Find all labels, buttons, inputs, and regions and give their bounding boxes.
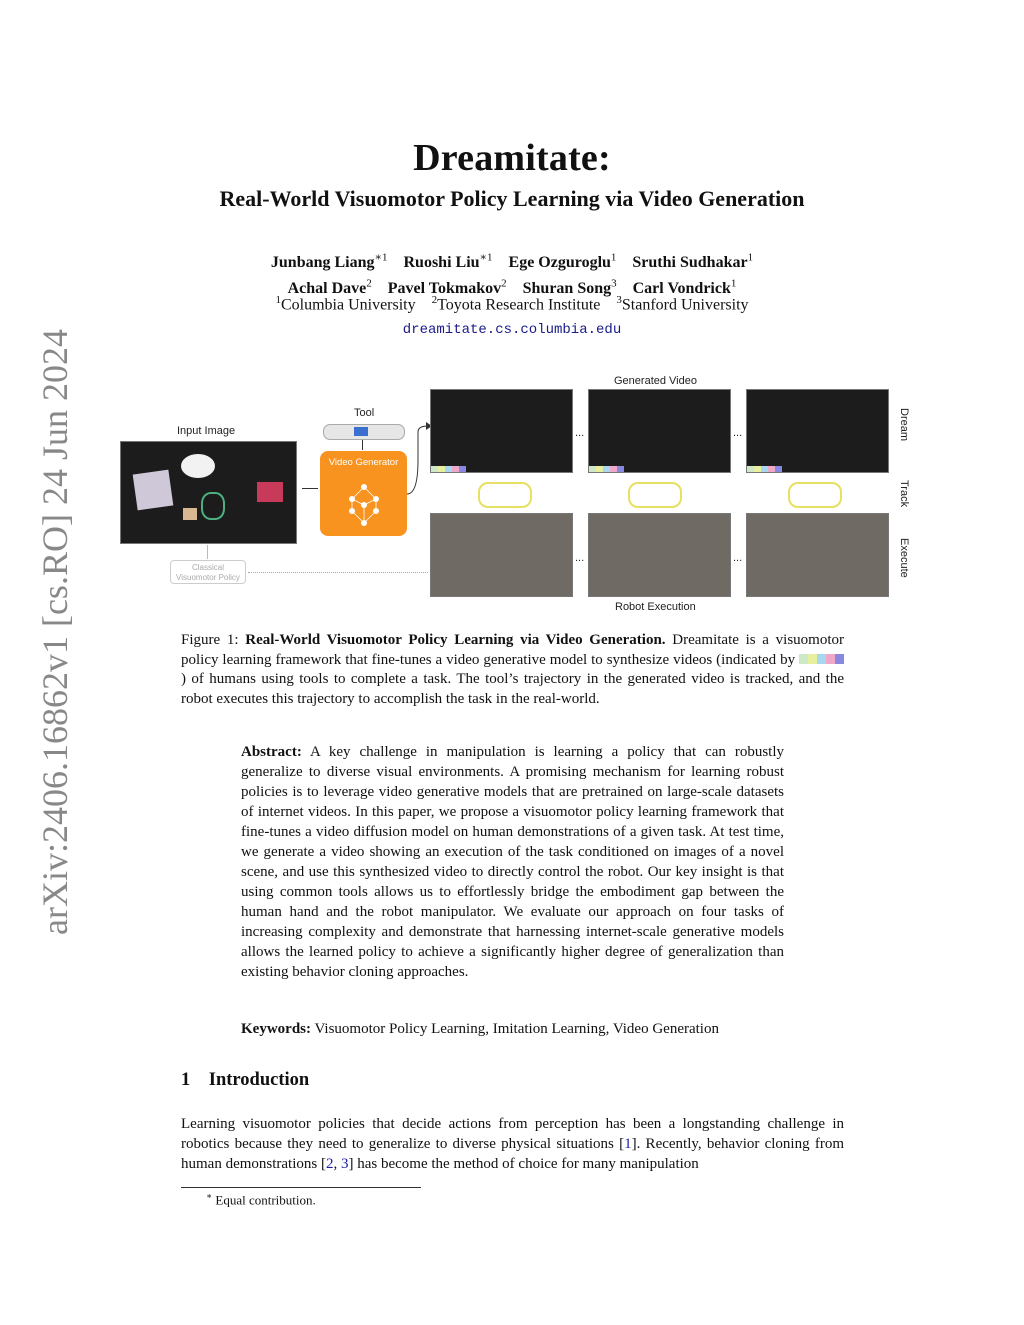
arrow-down	[362, 440, 363, 450]
color-swatch	[589, 466, 596, 472]
generated-video-label: Generated Video	[614, 375, 697, 387]
input-image-label: Input Image	[177, 425, 236, 437]
footnote: ∗ Equal contribution.	[206, 1191, 316, 1208]
robot-frame-1	[430, 513, 573, 597]
cube-puzzle	[133, 470, 174, 511]
generated-frame-1	[430, 389, 573, 473]
color-swatch	[610, 466, 617, 472]
generator-to-video-arrow	[406, 420, 432, 496]
wood-block	[183, 508, 197, 520]
color-swatch	[445, 466, 452, 472]
abstract: Abstract: A key challenge in manipulation is learning a policy that can robustly generalize to diverse visual environments. A promising mechanism for learning robust policies is to leverage video generative models that are pretrained on large-scale datasets of internet videos. In this paper, we propose a visuomotor policy learning framework that fine-tunes a video diffusion model on human demonstrations of a given task. At test time, we generate a video showing an execution of the task conditioned on images of a novel scene, and use this synthesized video to directly control the robot. Our key insight is that using common tools allows us to effortlessly bridge the embodiment gap between the human hand and the robot manipulator. We evaluate our approach on four tasks of increasing complexity and demonstrate that harnessing internet-scale generative models allows the learned policy to achieve a significantly higher degree of generalization than existing behavior cloning approaches.	[241, 744, 784, 980]
section-heading: 1 Introduction	[181, 1070, 310, 1090]
affiliations: $^1$Columbia University $^2$Toyota Research Institute $^3$Stanford University	[275, 294, 749, 314]
generated-frame-3	[746, 389, 889, 473]
track-tool-1	[478, 482, 532, 508]
input-image	[120, 441, 297, 544]
color-swatch	[431, 466, 438, 472]
color-swatch	[817, 654, 826, 664]
generated-frame-2	[588, 389, 731, 473]
intro-paragraph: Learning visuomotor policies that decide actions from perception has been a longstanding challenge in robotics because they need to generalize to diverse physical situations [1]. Recently, behavior cloning from human demonstrations [2, 3] has become the method of choice for many manipulation	[181, 1116, 844, 1172]
frame-color-bar	[747, 466, 782, 472]
video-generator-block	[320, 451, 407, 536]
arrow-down-gray	[207, 545, 208, 559]
author: Carl Vondrick$^1$	[632, 277, 737, 297]
scissors	[201, 492, 225, 520]
paper-subtitle: Real-World Visuomotor Policy Learning via Video Generation	[219, 186, 805, 211]
color-swatch	[808, 654, 817, 664]
video-generator-label: Video Generator	[328, 457, 399, 468]
color-swatch	[754, 466, 761, 472]
footnote-rule	[181, 1187, 421, 1188]
dotted-arrow	[248, 572, 428, 573]
robot-frame-3	[746, 513, 889, 597]
author: Achal Dave$^2$	[287, 277, 372, 297]
arrow-right	[302, 488, 318, 489]
author: Junbang Liang$^{∗1}$	[270, 252, 388, 272]
tool-label: Tool	[354, 407, 375, 419]
track-tool-2	[628, 482, 682, 508]
citation-link[interactable]: 2	[325, 1156, 334, 1172]
color-swatch	[617, 466, 624, 472]
frame-color-bar	[589, 466, 624, 472]
side-label-execute: Execute	[898, 538, 910, 578]
robot-frame-2	[588, 513, 731, 597]
keywords: Keywords: Visuomotor Policy Learning, Imitation Learning, Video Generation	[241, 1021, 719, 1037]
color-swatch	[596, 466, 603, 472]
author-list	[0, 248, 1024, 299]
frame-color-bar	[431, 466, 466, 472]
figure-caption: Figure 1: Real-World Visuomotor Policy Learning via Video Generation. Dreamitate is a visuomotor policy learning framework that fine-tunes a video generative model to synthesize videos (indicated by ) of humans using tools to complete a task. The tool’s trajectory in the generated video is tracked, and the robot executes this trajectory to accomplish the task in the real-world.	[181, 632, 844, 707]
color-swatch	[799, 654, 808, 664]
ellipsis: ...	[733, 552, 743, 564]
classical-policy-block: Classical Visuomotor Policy	[170, 560, 246, 584]
color-swatch	[603, 466, 610, 472]
arxiv-id: arXiv:2406.16862v1 [cs.RO] 24 Jun 2024	[35, 329, 75, 935]
citation-link[interactable]: 3	[340, 1156, 349, 1172]
color-swatch	[452, 466, 459, 472]
figure-1	[118, 372, 918, 617]
ellipsis: ...	[733, 427, 743, 439]
ellipsis: ...	[575, 427, 585, 439]
side-label-track: Track	[898, 480, 910, 508]
author: Pavel Tokmakov$^2$	[387, 277, 507, 297]
track-tool-3	[788, 482, 842, 508]
color-swatch	[826, 654, 835, 664]
side-label-dream: Dream	[898, 408, 910, 442]
paper-title: Dreamitate:	[413, 137, 611, 179]
neural-net-icon	[342, 483, 386, 527]
color-swatch	[459, 466, 466, 472]
author: Shuran Song$^3$	[522, 277, 617, 297]
blocks	[257, 482, 283, 502]
color-swatch	[747, 466, 754, 472]
tool-image	[323, 424, 405, 440]
author: Ege Ozguroglu$^1$	[508, 252, 617, 272]
color-swatch	[768, 466, 775, 472]
bowl	[181, 454, 215, 478]
color-swatch	[438, 466, 445, 472]
project-url-link[interactable]: dreamitate.cs.columbia.edu	[402, 322, 622, 338]
author: Sruthi Sudhakar$^1$	[632, 252, 754, 272]
tool-marker	[354, 427, 368, 436]
citation-link[interactable]: 1	[624, 1136, 632, 1152]
author: Ruoshi Liu$^{∗1}$	[403, 252, 493, 272]
robot-execution-label: Robot Execution	[615, 601, 696, 613]
color-swatch	[761, 466, 768, 472]
ellipsis: ...	[575, 552, 585, 564]
color-swatch	[775, 466, 782, 472]
color-swatch-strip	[799, 651, 844, 671]
author-line-1	[0, 248, 1024, 273]
color-swatch	[835, 654, 844, 664]
